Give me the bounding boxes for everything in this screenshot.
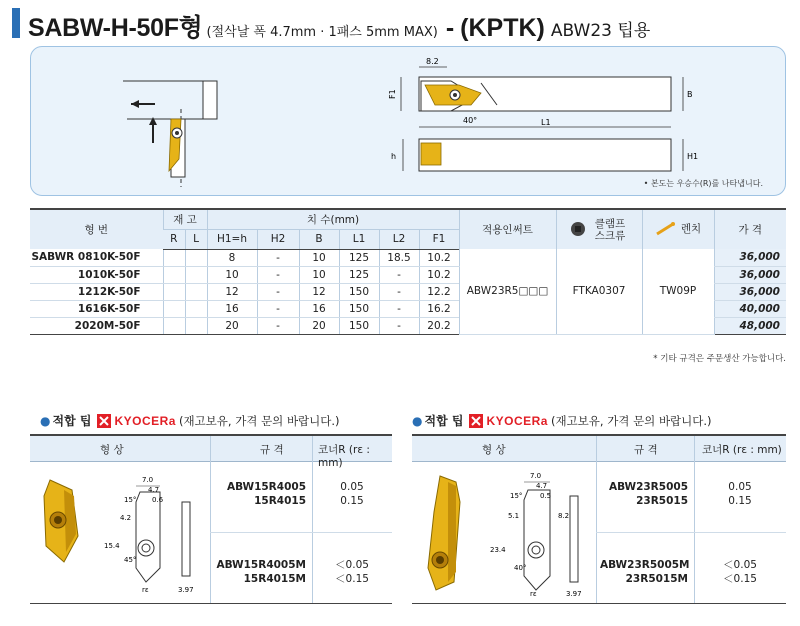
value: ＜0.05: [723, 559, 757, 571]
hdr-corner: 코너R (rε : mm): [318, 444, 370, 469]
cell-price: 36,000: [714, 266, 786, 283]
th-screw: [556, 209, 642, 249]
cell-h1h: 20: [207, 317, 257, 334]
cell-price: 36,000: [714, 283, 786, 300]
cell-l1: 125: [339, 266, 379, 283]
value: 0.15: [728, 495, 752, 507]
screw-icon: [569, 221, 587, 239]
hdr-spec: 규 격: [634, 444, 658, 456]
dim-angle: 40°: [463, 116, 478, 125]
cell-h1h: 10: [207, 266, 257, 283]
value: 0.05: [340, 481, 364, 493]
hdr-corner: 코너R (rε : mm): [702, 444, 782, 456]
th-h2: H2: [257, 229, 299, 249]
cell-price: 48,000: [714, 317, 786, 334]
value: 0.15: [340, 495, 364, 507]
cell-f1: 10.2: [419, 266, 459, 283]
bullet-icon: ●: [40, 413, 51, 428]
holder-diagram-panel: [30, 46, 786, 196]
cell-b: 10: [299, 249, 339, 266]
tips-right-note: (재고보유, 가격 문의 바랍니다.): [550, 413, 712, 428]
cell-l: [185, 317, 207, 334]
code: ABW23R5005M: [600, 559, 690, 571]
codes-a: [600, 480, 688, 508]
codes-b: [216, 558, 306, 586]
th-l: L: [185, 229, 207, 249]
dim-397: 3.97: [566, 590, 582, 598]
cell-f1: 10.2: [419, 249, 459, 266]
cell-r: [163, 300, 185, 317]
table-note: * 기타 규격은 주문생산 가능합니다.: [653, 354, 786, 364]
tips-right-label: 적합 팁: [424, 414, 464, 428]
value: ＜0.15: [335, 573, 369, 585]
title-tip: ABW23 팁용: [550, 21, 651, 41]
cell-model: SABWR 0810K-50F: [30, 249, 163, 266]
vals-a: [314, 480, 390, 508]
page-title: [28, 8, 650, 40]
title-accent-bar: [12, 8, 20, 38]
insert-photo-right: [420, 472, 470, 592]
dim-154: 15.4: [104, 542, 120, 550]
cell-l1: 125: [339, 249, 379, 266]
cell-l2: -: [379, 266, 419, 283]
value: ＜0.05: [335, 559, 369, 571]
insert-photo-left: [38, 476, 88, 566]
cell-l: [185, 249, 207, 266]
cell-f1: 16.2: [419, 300, 459, 317]
th-stock: 재 고: [163, 209, 207, 229]
vals-b: [696, 558, 784, 586]
dim-70: 7.0: [530, 472, 542, 480]
code: ABW15R4005M: [216, 559, 306, 571]
title-spec: (절삭날 폭 4.7mm · 1패스 5mm MAX): [206, 25, 438, 40]
th-b: B: [299, 229, 339, 249]
dim-51: 5.1: [508, 512, 520, 520]
value: 0.05: [728, 481, 752, 493]
dim-06: 0.6: [152, 496, 164, 504]
insert-drawing-right: [474, 466, 594, 598]
cell-h1h: 8: [207, 249, 257, 266]
cell-f1: 12.2: [419, 283, 459, 300]
spec-table: [30, 208, 786, 335]
tips-left-heading: [40, 412, 340, 429]
th-screw-label: 클램프 스크류: [594, 217, 626, 242]
cell-l: [185, 266, 207, 283]
diagram-note: • 본도는 우승수(R)를 나타냅니다.: [643, 179, 763, 188]
cell-model: 1212K-50F: [30, 283, 163, 300]
cell-b: 12: [299, 283, 339, 300]
th-r: R: [163, 229, 185, 249]
cell-h2: -: [257, 249, 299, 266]
cell-price: 36,000: [714, 249, 786, 266]
kyocera-logo-icon: [97, 414, 111, 428]
cell-l2: 18.5: [379, 249, 419, 266]
dim-234: 23.4: [490, 546, 506, 554]
bullet-icon: ●: [412, 413, 423, 428]
dim-15: 15°: [510, 492, 523, 500]
cell-h1h: 12: [207, 283, 257, 300]
wrench-icon: [655, 220, 677, 236]
code: ABW15R4005: [226, 481, 306, 493]
th-dims: 치 수(mm): [207, 209, 459, 229]
tips-left-brand: KYOCERa: [114, 413, 176, 428]
code: 15R4015: [254, 495, 306, 507]
kyocera-logo-icon: [469, 414, 483, 428]
cell-r: [163, 249, 185, 266]
th-h1h: H1=h: [207, 229, 257, 249]
cell-l1: 150: [339, 300, 379, 317]
dim-397: 3.97: [178, 586, 194, 594]
title-model: SABW-H-50F형: [28, 14, 203, 42]
cell-l: [185, 300, 207, 317]
tips-left-note: (재고보유, 가격 문의 바랍니다.): [178, 413, 340, 428]
dim-42: 4.2: [120, 514, 132, 522]
cell-l2: -: [379, 317, 419, 334]
insert-drawing-left: [94, 472, 206, 596]
cell-r: [163, 317, 185, 334]
tips-left-label: 적합 팁: [52, 414, 92, 428]
cell-screw: FTKA0307: [556, 249, 642, 334]
cell-model: 2020M-50F: [30, 317, 163, 334]
cell-h1h: 16: [207, 300, 257, 317]
th-l2: L2: [379, 229, 419, 249]
cell-h2: -: [257, 266, 299, 283]
dim-b: B: [687, 90, 693, 99]
th-insert: 적용인써트: [459, 209, 556, 249]
cell-h2: -: [257, 300, 299, 317]
tips-left-header: [30, 436, 392, 469]
th-f1: F1: [419, 229, 459, 249]
cell-h2: -: [257, 317, 299, 334]
holder-drawing: [31, 47, 787, 197]
cell-b: 10: [299, 266, 339, 283]
cell-b: 20: [299, 317, 339, 334]
code: 23R5015M: [625, 573, 688, 585]
dim-47: 4.7: [536, 482, 548, 490]
th-wrench: [642, 209, 714, 249]
holder-side-view: [391, 139, 698, 171]
dim-h1: H1: [687, 152, 699, 161]
cell-wrench: TW09P: [642, 249, 714, 334]
vals-a: [696, 480, 784, 508]
cell-h2: -: [257, 283, 299, 300]
cell-f1: 20.2: [419, 317, 459, 334]
th-l1: L1: [339, 229, 379, 249]
vals-b: [314, 558, 390, 586]
cell-l: [185, 283, 207, 300]
code: 23R5015: [636, 495, 688, 507]
cell-l2: -: [379, 283, 419, 300]
cell-price: 40,000: [714, 300, 786, 317]
tips-right-brand: KYOCERa: [486, 413, 548, 428]
dim-re: rε: [530, 590, 537, 598]
th-wrench-label: 렌치: [680, 222, 702, 235]
title-brand: (KPTK): [460, 14, 545, 42]
holder-top-view: [388, 57, 693, 127]
hdr-spec: 규 격: [260, 444, 284, 456]
workpiece-sketch: [123, 81, 217, 187]
tips-right-heading: [412, 412, 712, 429]
cell-l1: 150: [339, 317, 379, 334]
dim-w: 8.2: [426, 57, 439, 66]
dim-l1: L1: [541, 118, 551, 127]
dim-40: 40°: [514, 564, 527, 572]
cell-insert: ABW23R5□□□: [459, 249, 556, 334]
cell-model: 1010K-50F: [30, 266, 163, 283]
cell-l2: -: [379, 300, 419, 317]
cell-b: 16: [299, 300, 339, 317]
code: ABW23R5005: [608, 481, 688, 493]
cell-model: 1616K-50F: [30, 300, 163, 317]
tips-left-panel: [30, 434, 392, 604]
dim-h: h: [391, 152, 397, 161]
cell-r: [163, 266, 185, 283]
table-row: [30, 249, 786, 266]
title-dash: -: [445, 14, 455, 42]
code: 15R4015M: [243, 573, 306, 585]
dim-15: 15°: [124, 496, 137, 504]
th-model: 형 번: [30, 209, 163, 249]
codes-b: [600, 558, 688, 586]
value: ＜0.15: [723, 573, 757, 585]
dim-f1: F1: [388, 89, 397, 99]
dim-re: rε: [142, 586, 149, 594]
dim-45: 45°: [124, 556, 137, 564]
dim-05: 0.5: [540, 492, 552, 500]
tips-right-header: [412, 436, 786, 462]
cell-r: [163, 283, 185, 300]
th-price: 가 격: [714, 209, 786, 249]
hdr-shape: 형 상: [482, 444, 506, 456]
dim-82: 8.2: [558, 512, 570, 520]
dim-70: 7.0: [142, 476, 154, 484]
cell-l1: 150: [339, 283, 379, 300]
tips-right-panel: [412, 434, 786, 604]
dim-47: 4.7: [148, 486, 160, 494]
hdr-shape: 형 상: [100, 444, 124, 456]
codes-a: [216, 480, 306, 508]
